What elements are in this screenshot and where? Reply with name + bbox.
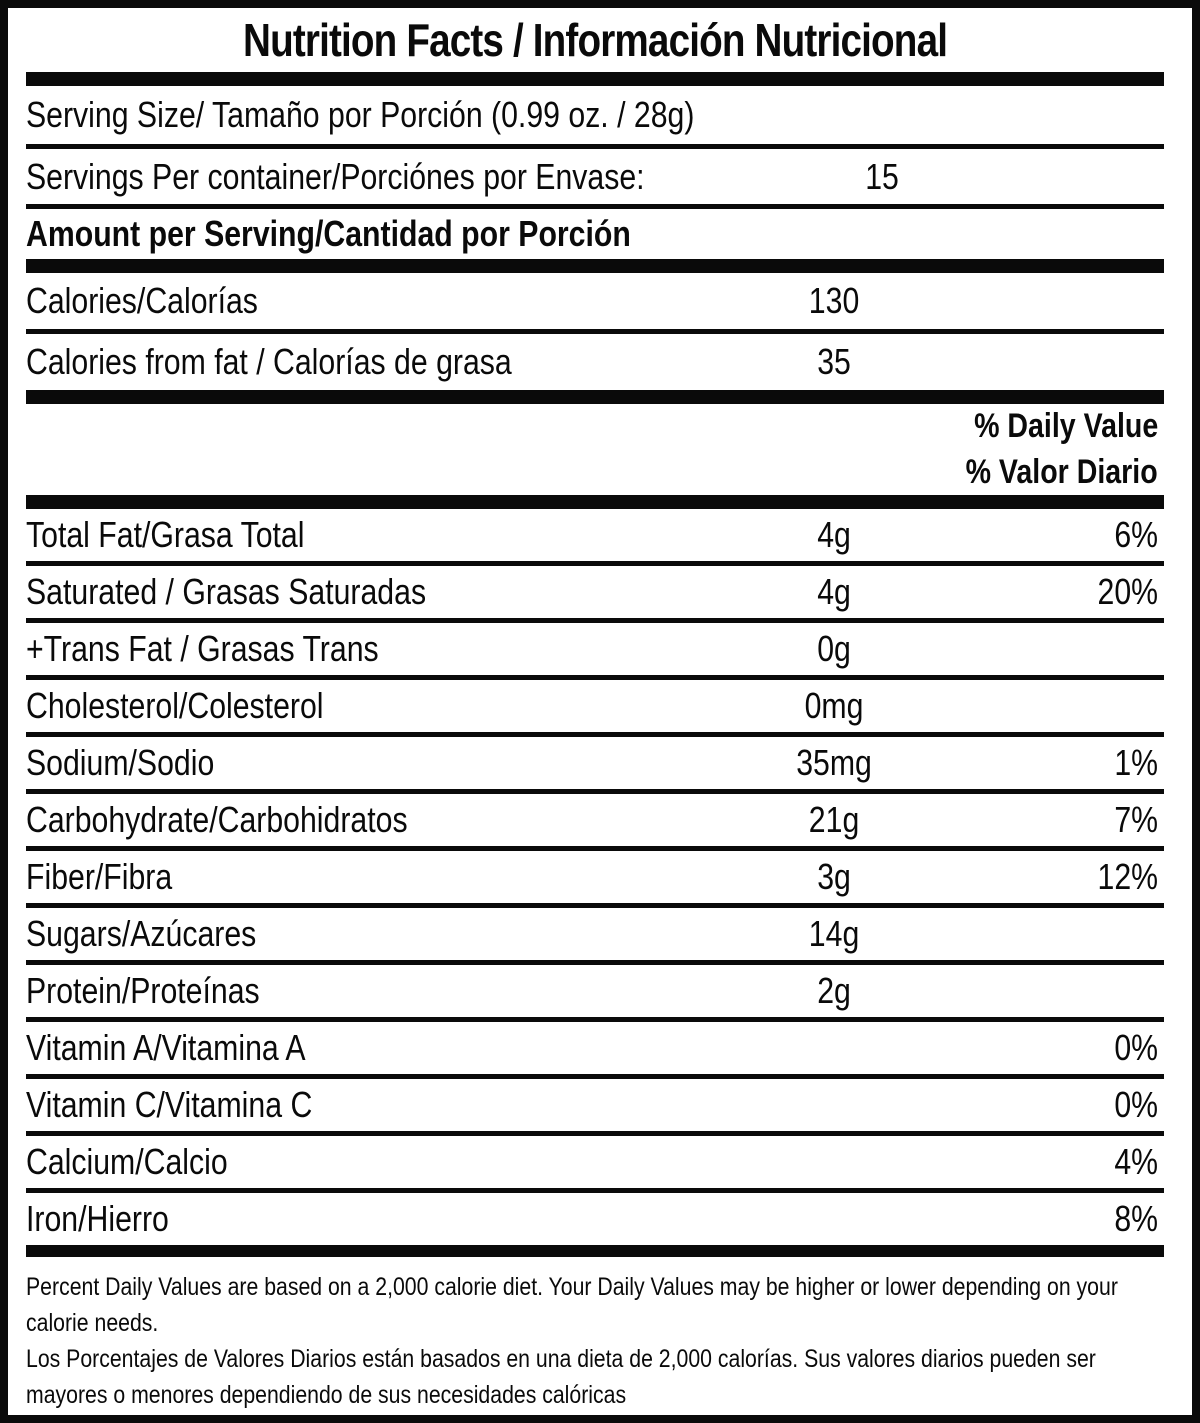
nutrient-dv [954,970,1164,1012]
serving-size-label [26,94,1164,136]
vitamin-dv: 0% [1114,1027,1158,1068]
daily-value-header-en: % Daily Value [973,407,1158,445]
vitamin-label: Vitamin A/Vitamina A [26,1027,306,1068]
daily-value-header-es: % Valor Diario [965,452,1158,491]
vitamin-dv: 8% [1114,1198,1158,1239]
servings-label: Servings Per container/Porciónes por Envase: [26,155,645,197]
nutrient-label: Fiber/Fibra [26,856,173,897]
calories-row [26,273,1164,329]
nutrient-label: Protein/Proteínas [26,970,260,1011]
title-rule [26,72,1164,86]
nutrient-label: Carbohydrate/Carbohidratos [26,799,408,840]
nutrient-label: Sodium/Sodio [26,742,215,783]
vitamin-dv: 4% [1114,1141,1158,1182]
nutrient-amount: 2g [817,970,851,1011]
nutrient-row-fiber [26,851,1164,903]
nutrient-dv: 6% [1114,514,1158,555]
nutrient-row-sugars [26,908,1164,960]
vitamin-row-calcium [26,1136,1164,1188]
amount-header-rule [26,259,1164,273]
calories-from-fat-label: Calories from fat / Calorías de grasa [26,341,512,382]
vitamin-dv: 0% [1114,1084,1158,1125]
daily-value-rule [26,495,1164,509]
calories-label: Calories/Calorías [26,280,258,321]
nutrient-row-carbohydrate [26,794,1164,846]
nutrient-row-protein [26,965,1164,1017]
servings-per-container-row [26,149,1164,204]
nutrient-dv [954,628,1164,670]
nutrient-amount: 0mg [804,685,864,726]
nutrient-amount: 0g [817,628,851,669]
nutrient-amount: 35mg [796,742,872,783]
nutrient-dv: 7% [1114,799,1158,840]
serving-size-row [26,86,1164,144]
footnote-en: Percent Daily Values are based on a 2,000 calorie diet. Your Daily Values may be higher or lower depending on your calorie needs. [26,1273,1118,1337]
calories-from-fat-value: 35 [817,341,851,382]
vitamin-label: Vitamin C/Vitamina C [26,1084,313,1125]
vitamin-row-vitamin-c [26,1079,1164,1131]
footer-rule [26,1245,1164,1257]
nutrient-amount: 4g [817,571,851,612]
calories-value: 130 [808,280,860,321]
label-title: Nutrition Facts / Información Nutricional [242,14,948,66]
nutrient-row-saturated-fat [26,566,1164,618]
serving-size-text: Serving Size/ Tamaño por Porción (0.99 oz. / 28g) [26,94,695,135]
nutrient-row-trans-fat [26,623,1164,675]
amount-header-text: Amount per Serving/Cantidad por Porción [26,213,631,254]
nutrient-dv [954,913,1164,955]
nutrient-label: Saturated / Grasas Saturadas [26,571,427,612]
nutrient-amount: 14g [808,913,860,954]
nutrient-row-sodium [26,737,1164,789]
calories-from-fat-row [26,334,1164,390]
nutrient-dv: 12% [1097,856,1158,897]
vitamin-row-iron [26,1193,1164,1245]
nutrient-dv: 1% [1114,742,1158,783]
vitamin-label: Calcium/Calcio [26,1141,228,1182]
footnotes [26,1257,1164,1413]
servings-value: 15 [865,155,900,197]
nutrient-row-total-fat [26,509,1164,561]
calories-rule [26,390,1164,404]
nutrient-dv: 20% [1097,571,1158,612]
nutrient-amount: 4g [817,514,851,555]
nutrient-amount: 21g [808,799,860,840]
nutrient-label: Sugars/Azúcares [26,913,257,954]
amount-per-serving-header [26,209,1164,259]
vitamin-label: Iron/Hierro [26,1198,169,1239]
nutrient-label: Total Fat/Grasa Total [26,514,305,555]
nutrient-amount: 3g [817,856,851,897]
nutrient-label: +Trans Fat / Grasas Trans [26,628,379,669]
nutrient-row-cholesterol [26,680,1164,732]
nutrient-label: Cholesterol/Colesterol [26,685,324,726]
nutrient-dv [954,685,1164,727]
label-title-row [26,8,1164,72]
vitamin-row-vitamin-a [26,1022,1164,1074]
footnote-es: Los Porcentajes de Valores Diarios están basados en una dieta de 2,000 calorías. Sus valores diarios pueden ser mayores o menores dependiendo de sus necesidades calóricas [26,1345,1096,1409]
